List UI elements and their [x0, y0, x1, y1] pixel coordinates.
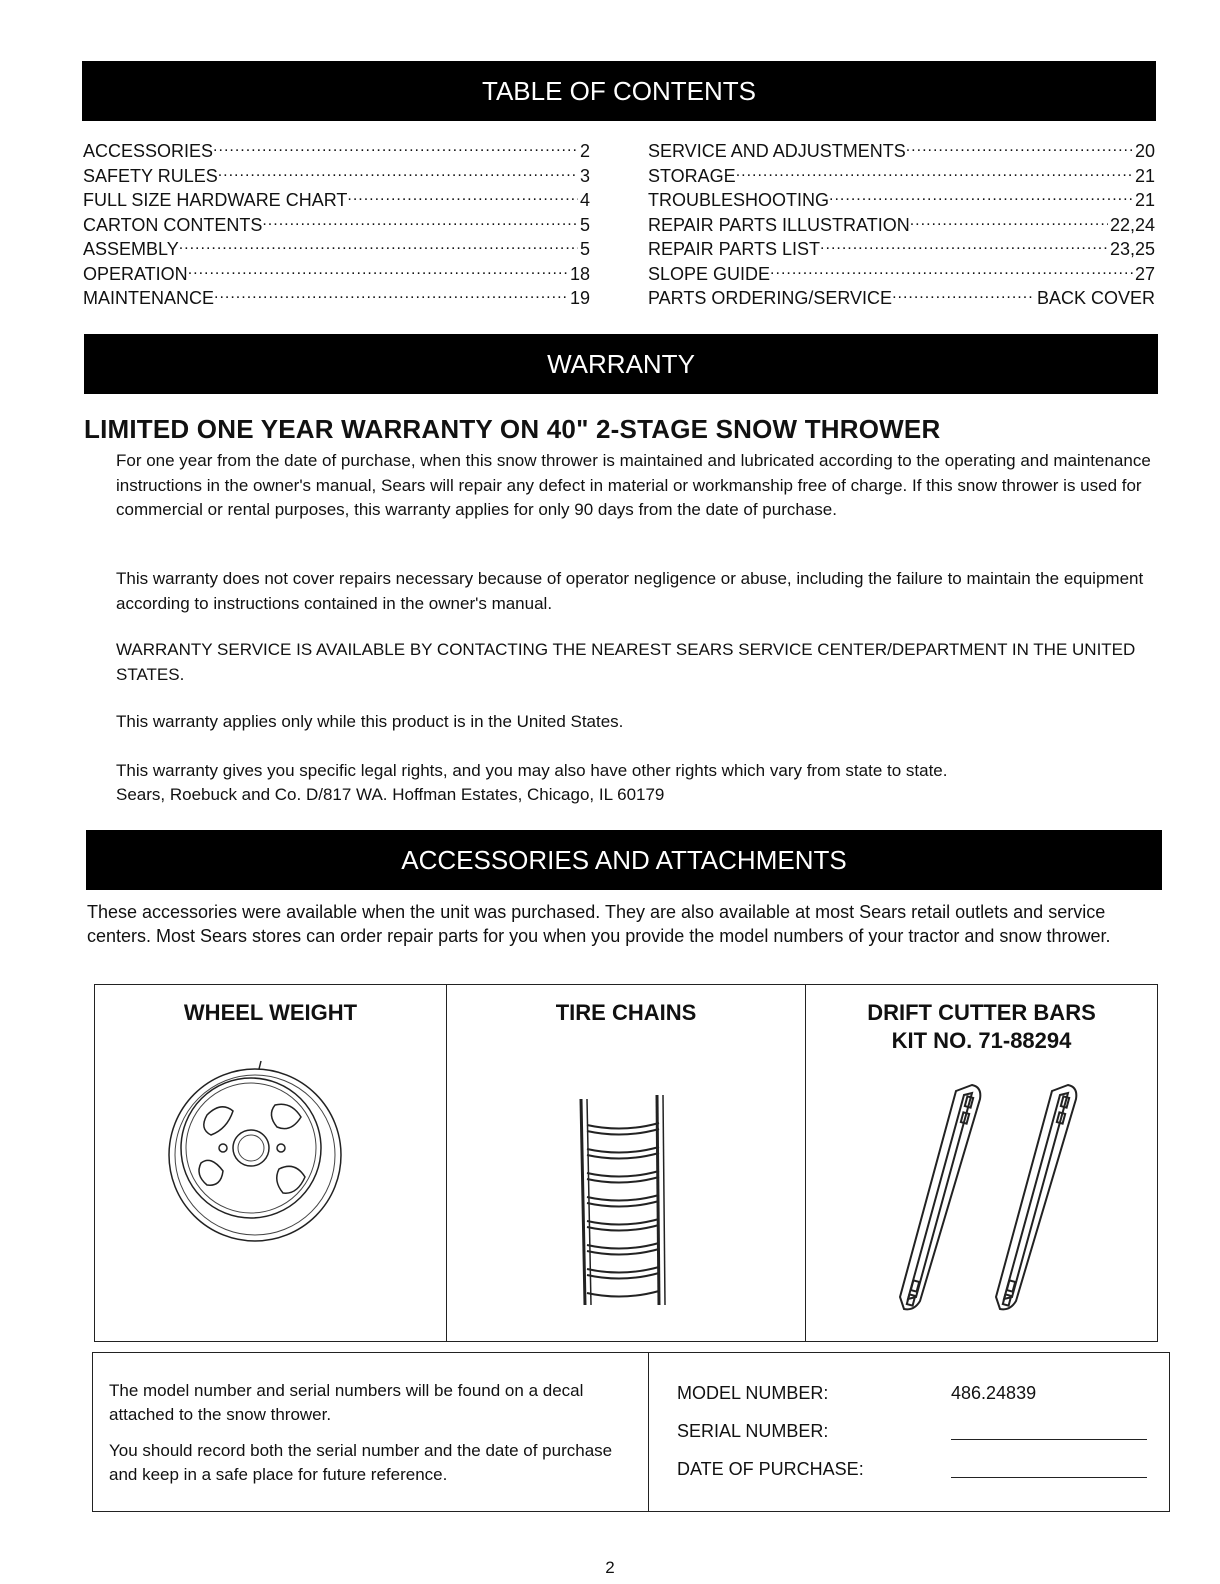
info-paragraph: The model number and serial numbers will be found on a decal attached to the snow thrower.	[109, 1381, 584, 1424]
toc-header-bar	[82, 61, 1156, 121]
toc-entry: OPERATION ..... 18	[83, 262, 590, 287]
info-record-fields	[649, 1353, 1169, 1511]
drift-cutter-bars-illustration	[806, 1035, 1157, 1335]
toc-entry: SERVICE AND ADJUSTMENTS ..... 20	[648, 139, 1155, 164]
wheel-weight-illustration	[95, 1035, 447, 1335]
toc-entry: ACCESSORIES ..... 2	[83, 139, 590, 164]
warranty-paragraph: WARRANTY SERVICE IS AVAILABLE BY CONTACTING THE NEAREST SEARS SERVICE CENTER/DEPARTMENT IN THE UNITED STATES.	[116, 640, 1136, 684]
accessories-title: ACCESSORIES AND ATTACHMENTS	[401, 844, 847, 875]
model-number-label: MODEL NUMBER:	[677, 1383, 829, 1403]
warranty-paragraph: For one year from the date of purchase, when this snow thrower is maintained and lubricated according to the operating and maintenance instructions in the owner's manual, Sears will repair any defect in material or workmanship free of charge. If this snow thrower is used for commercial or rental purposes, this warranty applies for only 90 days from the date of purchase.	[116, 451, 1151, 519]
info-instructions	[93, 1353, 649, 1511]
info-paragraph: You should record both the serial number and the date of purchase and keep in a safe place for future reference.	[109, 1441, 613, 1484]
accessory-title: TIRE CHAINS	[555, 1000, 697, 1025]
model-number-value: 486.24839	[951, 1383, 1037, 1403]
accessory-title: WHEEL WEIGHT	[183, 1000, 358, 1025]
model-serial-info-box	[92, 1352, 1170, 1512]
accessories-table	[94, 984, 1158, 1342]
accessory-drift-cutter-bars	[806, 985, 1157, 1341]
toc-entry: TROUBLESHOOTING ..... 21	[648, 188, 1155, 213]
date-of-purchase-label: DATE OF PURCHASE:	[677, 1459, 864, 1479]
warranty-paragraph: This warranty does not cover repairs necessary because of operator negligence or abuse, including the failure to maintain the equipment according to instructions contained in the owner's manual.	[116, 569, 1144, 613]
accessory-kit-number: KIT NO. 71-88294	[891, 1028, 1072, 1053]
warranty-heading: LIMITED ONE YEAR WARRANTY ON 40" 2-STAGE SNOW THROWER	[84, 414, 941, 444]
toc-entry: REPAIR PARTS ILLUSTRATION ..... 22,24	[648, 213, 1155, 238]
page-number: 2	[605, 1558, 615, 1577]
tire-chains-illustration	[447, 1035, 806, 1335]
accessory-wheel-weight	[95, 985, 447, 1341]
toc-title: TABLE OF CONTENTS	[482, 75, 756, 106]
toc-entry: PARTS ORDERING/SERVICE ..... BACK COVER	[648, 286, 1155, 311]
toc-entry: SLOPE GUIDE ..... 27	[648, 262, 1155, 287]
serial-number-label: SERIAL NUMBER:	[677, 1421, 829, 1441]
toc-entry: FULL SIZE HARDWARE CHART ..... 4	[83, 188, 590, 213]
warranty-paragraph: This warranty applies only while this product is in the United States.	[116, 712, 624, 731]
warranty-header-bar	[84, 334, 1158, 394]
serial-number-field[interactable]	[951, 1419, 1147, 1440]
warranty-address: Sears, Roebuck and Co. D/817 WA. Hoffman Estates, Chicago, IL 60179	[116, 785, 665, 804]
accessory-title-line: DRIFT CUTTER BARS	[867, 1000, 1096, 1025]
warranty-title: WARRANTY	[547, 348, 695, 379]
toc-entry: REPAIR PARTS LIST ..... 23,25	[648, 237, 1155, 262]
toc-entry: ASSEMBLY ..... 5	[83, 237, 590, 262]
accessories-header-bar	[86, 830, 1162, 890]
toc-entry: CARTON CONTENTS ..... 5	[83, 213, 590, 238]
toc-entry: SAFETY RULES ..... 3	[83, 164, 590, 189]
accessory-tire-chains	[447, 985, 806, 1341]
accessories-intro: These accessories were available when the unit was purchased. They are also available at most Sears retail outlets and service centers. Most Sears stores can order repair parts for you when you provide the model numbers of your tractor and snow thrower.	[87, 902, 1111, 946]
warranty-paragraph: This warranty gives you specific legal rights, and you may also have other rights which vary from state to state.	[116, 761, 948, 780]
toc-entry: STORAGE ..... 21	[648, 164, 1155, 189]
toc-right-column	[648, 139, 1155, 311]
date-of-purchase-field[interactable]	[951, 1457, 1147, 1478]
toc-entry: MAINTENANCE ..... 19	[83, 286, 590, 311]
toc-left-column	[83, 139, 590, 311]
